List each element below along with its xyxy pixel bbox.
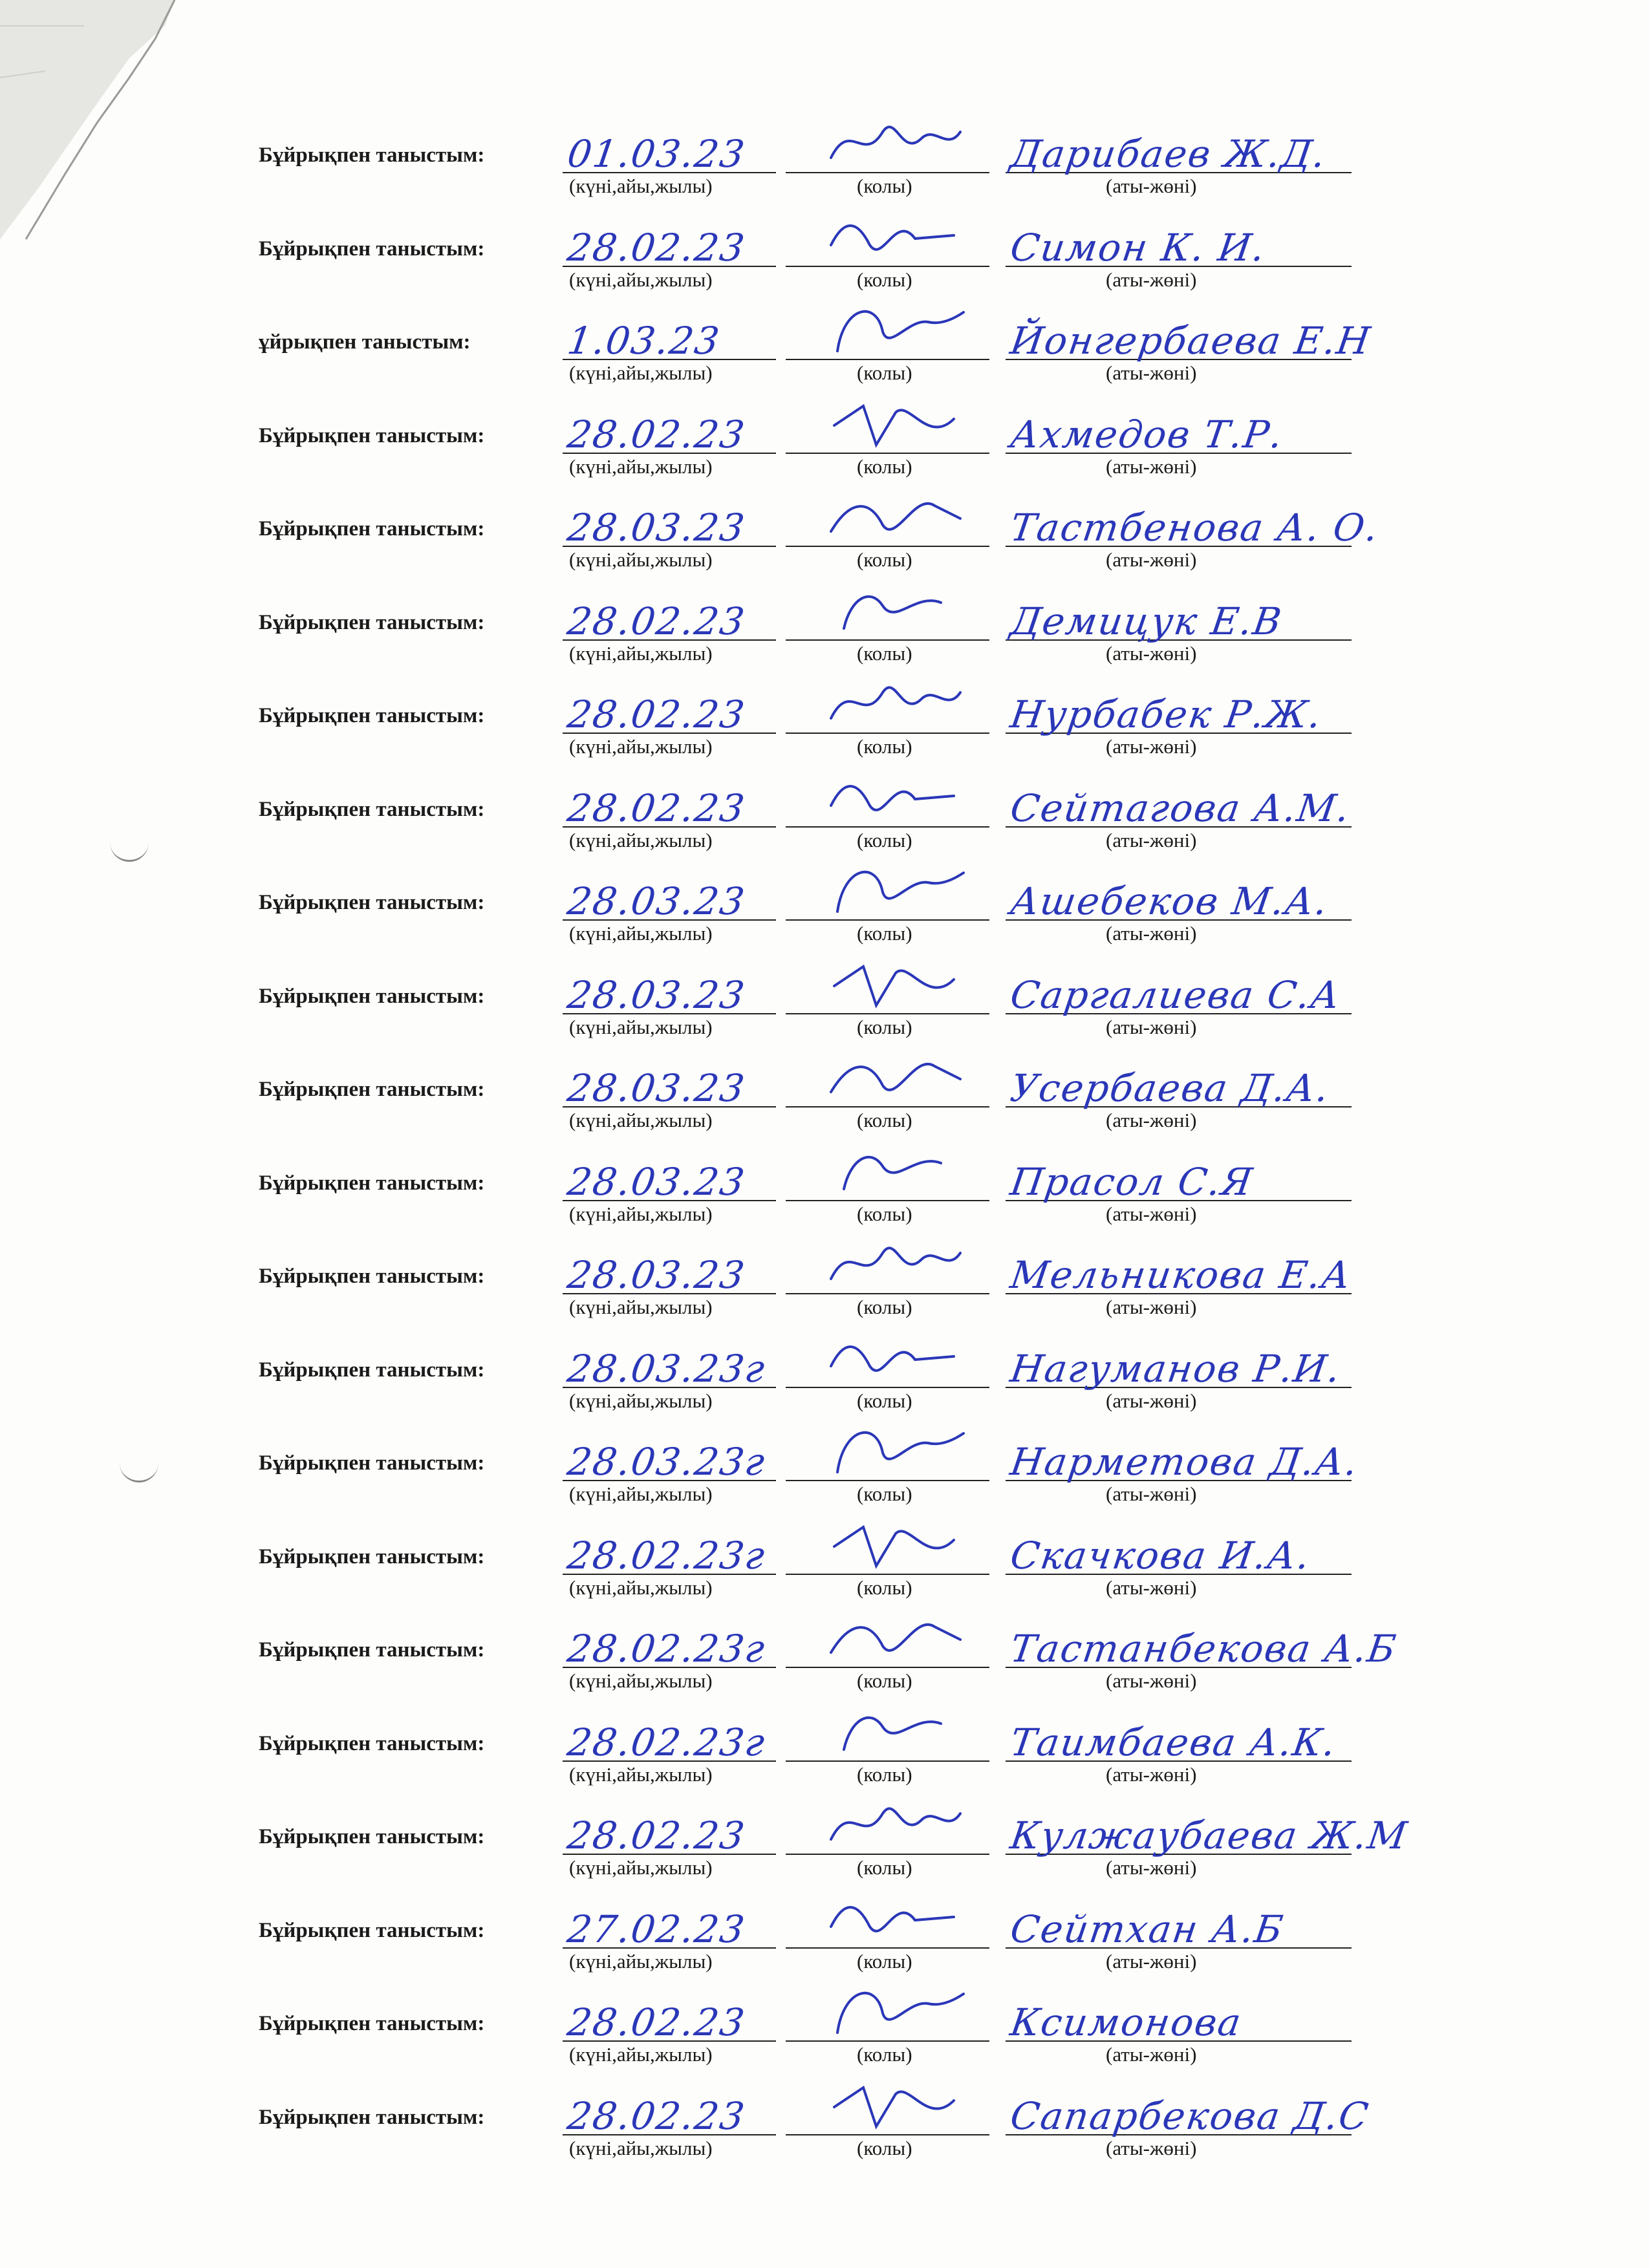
- name-field: [1006, 967, 1352, 1017]
- signature-field: [786, 125, 989, 173]
- handwritten-name: Нарметова Д.А.: [1008, 1440, 1362, 1484]
- handwritten-date: 28.03.23: [565, 1159, 749, 1204]
- date-caption: (күні,айы,жылы): [569, 1482, 713, 1505]
- signature-field: [786, 312, 989, 360]
- signature-field: [786, 1620, 989, 1668]
- signature-field: [786, 499, 989, 547]
- acknowledgement-label: Бұйрықпен таныстым:: [259, 704, 485, 727]
- signature-field: [786, 219, 989, 267]
- signature-caption: (колы): [857, 1856, 912, 1879]
- acknowledgement-label: Бұйрықпен таныстым:: [259, 2012, 485, 2035]
- signature-scribble: [824, 1227, 967, 1298]
- acknowledgement-label: Бұйрықпен таныстым:: [259, 1825, 485, 1848]
- handwritten-date: 28.02.23: [565, 786, 749, 830]
- acknowledgement-label: Бұйрықпен таныстым:: [259, 1638, 485, 1662]
- handwritten-name: Усербаева Д.А.: [1008, 1066, 1333, 1110]
- signature-scribble: [824, 1974, 967, 2046]
- signature-scribble: [824, 1508, 967, 1579]
- handwritten-date: 28.02.23: [565, 2093, 749, 2138]
- date-caption: (күні,айы,жылы): [569, 641, 713, 665]
- name-caption: (аты-жөні): [1106, 922, 1197, 945]
- name-caption: (аты-жөні): [1106, 1389, 1197, 1412]
- signature-scribble: [824, 1321, 967, 1392]
- signature-caption: (колы): [857, 922, 912, 945]
- signature-caption: (колы): [857, 175, 912, 197]
- signature-caption: (колы): [857, 2136, 912, 2159]
- date-field: [563, 2088, 776, 2138]
- acknowledgement-label: Бұйрықпен таныстым:: [259, 984, 485, 1008]
- signature-caption: (колы): [857, 361, 912, 384]
- signature-scribble: [824, 480, 967, 551]
- name-caption: (аты-жөні): [1106, 361, 1197, 384]
- date-caption: (күні,айы,жылы): [569, 1576, 713, 1599]
- acknowledgement-row: [259, 1305, 1487, 1412]
- signature-field: [786, 593, 989, 641]
- name-field: [1006, 1246, 1355, 1297]
- name-field: [1006, 780, 1352, 828]
- handwritten-date: 28.03.23: [565, 972, 749, 1017]
- name-field: [1006, 1060, 1352, 1110]
- date-field: [563, 1807, 776, 1855]
- name-field: [1006, 125, 1352, 176]
- signature-field: [786, 2088, 989, 2135]
- signature-scribble: [824, 1040, 967, 1111]
- acknowledgement-label: Бұйрықпен таныстым:: [259, 517, 485, 540]
- handwritten-name: Ксимонова: [1008, 2000, 1245, 2044]
- signature-scribble: [824, 387, 967, 458]
- signature-scribble: [824, 853, 967, 925]
- acknowledgement-label: Бұйрықпен таныстым:: [259, 1731, 485, 1755]
- signature-caption: (колы): [857, 1669, 912, 1692]
- acknowledgement-row: [259, 1025, 1487, 1131]
- signature-field: [786, 1994, 989, 2042]
- acknowledgement-row: [259, 91, 1487, 197]
- name-caption: (аты-жөні): [1106, 268, 1197, 291]
- date-field: [563, 1340, 776, 1391]
- signature-scribble: [824, 1695, 967, 1766]
- signature-scribble: [824, 1601, 967, 1672]
- acknowledgement-label: Бұйрықпен таныстым:: [259, 610, 485, 634]
- handwritten-name: Саргалиева С.А: [1008, 972, 1344, 1017]
- signature-field: [786, 1060, 989, 1107]
- name-field: [1006, 1620, 1400, 1671]
- acknowledgement-label: ұйрықпен таныстым:: [259, 330, 471, 354]
- name-caption: (аты-жөні): [1106, 2043, 1197, 2066]
- acknowledgement-row: [259, 838, 1487, 945]
- signature-field: [786, 873, 989, 921]
- handwritten-date: 28.02.23: [565, 1813, 749, 1857]
- signature-caption: (колы): [857, 1296, 912, 1318]
- name-field: [1006, 219, 1352, 270]
- signature-caption: (колы): [857, 1949, 912, 1973]
- name-caption: (аты-жөні): [1106, 548, 1197, 571]
- signature-scribble: [824, 573, 967, 645]
- signature-scribble: [824, 760, 967, 831]
- acknowledgement-label: Бұйрықпен таныстым:: [259, 423, 485, 447]
- acknowledgement-row: [259, 2053, 1487, 2159]
- date-caption: (күні,айы,жылы): [569, 1202, 713, 1225]
- handwritten-name: Ахмедов Т.Р.: [1008, 412, 1287, 456]
- date-caption: (күні,айы,жылы): [569, 922, 713, 945]
- date-field: [563, 1060, 776, 1110]
- acknowledgement-label: Бұйрықпен таныстым:: [259, 237, 485, 261]
- date-caption: (күні,айы,жылы): [569, 1762, 713, 1786]
- handwritten-name: Сапарбекова Д.С: [1008, 2093, 1372, 2138]
- date-field: [563, 499, 776, 550]
- date-caption: (күні,айы,жылы): [569, 828, 713, 851]
- signature-caption: (колы): [857, 1109, 912, 1131]
- acknowledgement-row: [259, 745, 1487, 851]
- name-field: [1006, 1433, 1362, 1484]
- handwritten-name: Демицук Е.В: [1008, 599, 1286, 643]
- date-caption: (күні,айы,жылы): [569, 1296, 713, 1318]
- handwritten-date: 28.02.23: [565, 412, 749, 456]
- handwritten-date: 1.03.23: [565, 319, 724, 363]
- handwritten-date: 28.03.23: [565, 1253, 749, 1297]
- signature-scribble: [824, 667, 967, 738]
- date-caption: (күні,айы,жылы): [569, 735, 713, 758]
- name-field: [1006, 1994, 1352, 2042]
- date-caption: (күні,айы,жылы): [569, 1856, 713, 1879]
- date-field: [563, 1714, 776, 1762]
- name-field: [1006, 312, 1374, 363]
- acknowledgement-list: [259, 91, 1487, 2159]
- signature-caption: (колы): [857, 1389, 912, 1412]
- signature-caption: (колы): [857, 1015, 912, 1038]
- acknowledgement-row: [259, 932, 1487, 1038]
- name-caption: (аты-жөні): [1106, 455, 1197, 478]
- signature-scribble: [824, 293, 967, 364]
- handwritten-name: Мельникова Е.А: [1008, 1253, 1355, 1297]
- date-field: [563, 1527, 776, 1578]
- name-field: [1006, 1714, 1352, 1762]
- signature-scribble: [824, 1788, 967, 1859]
- handwritten-date: 28.02.23: [565, 599, 749, 643]
- acknowledgement-label: Бұйрықпен таныстым:: [259, 1918, 485, 1942]
- date-field: [563, 406, 776, 454]
- date-caption: (күні,айы,жылы): [569, 268, 713, 291]
- acknowledgement-label: Бұйрықпен таныстым:: [259, 1545, 485, 1568]
- acknowledgement-row: [259, 1585, 1487, 1692]
- handwritten-name: Симон К. И.: [1008, 225, 1269, 270]
- name-caption: (аты-жөні): [1106, 735, 1197, 758]
- handwritten-date: 28.02.23: [565, 225, 749, 270]
- signature-caption: (колы): [857, 828, 912, 851]
- name-field: [1006, 686, 1352, 734]
- name-field: [1006, 1153, 1352, 1204]
- signature-field: [786, 686, 989, 734]
- date-field: [563, 1620, 776, 1671]
- handwritten-name: Нурбабек Р.Ж.: [1008, 692, 1325, 736]
- date-caption: (күні,айы,жылы): [569, 1015, 713, 1038]
- handwritten-date: 28.02.23г: [565, 1627, 769, 1671]
- name-caption: (аты-жөні): [1106, 1109, 1197, 1131]
- name-caption: (аты-жөні): [1106, 2136, 1197, 2159]
- handwritten-name: Тастанбекова А.Б: [1008, 1627, 1400, 1671]
- handwritten-name: Ашебеков М.А.: [1008, 879, 1331, 923]
- date-field: [563, 1994, 776, 2042]
- handwritten-name: Нагуманов Р.И.: [1008, 1346, 1344, 1391]
- name-field: [1006, 1807, 1411, 1857]
- name-caption: (аты-жөні): [1106, 175, 1197, 197]
- handwritten-date: 28.03.23: [565, 506, 749, 550]
- acknowledgement-label: Бұйрықпен таныстым:: [259, 891, 485, 914]
- name-caption: (аты-жөні): [1106, 641, 1197, 665]
- acknowledgement-label: Бұйрықпен таныстым:: [259, 1451, 485, 1475]
- signature-field: [786, 1153, 989, 1201]
- acknowledgement-label: Бұйрықпен таныстым:: [259, 1171, 485, 1195]
- name-field: [1006, 873, 1352, 921]
- signature-field: [786, 967, 989, 1014]
- signature-field: [786, 406, 989, 454]
- handwritten-date: 28.03.23: [565, 1066, 749, 1110]
- date-field: [563, 1901, 776, 1949]
- date-field: [563, 125, 776, 176]
- date-caption: (күні,айы,жылы): [569, 1949, 713, 1973]
- signature-caption: (колы): [857, 641, 912, 665]
- date-caption: (күні,айы,жылы): [569, 175, 713, 197]
- handwritten-name: Йонгербаева Е.Н: [1008, 319, 1374, 363]
- name-field: [1006, 593, 1352, 641]
- name-field: [1006, 1340, 1352, 1391]
- date-field: [563, 1433, 776, 1484]
- acknowledgement-row: [259, 184, 1487, 291]
- acknowledgement-row: [259, 1492, 1487, 1599]
- acknowledgement-row: [259, 277, 1487, 384]
- acknowledgement-row: [259, 1398, 1487, 1505]
- name-caption: (аты-жөні): [1106, 1669, 1197, 1692]
- handwritten-date: 28.03.23: [565, 879, 749, 923]
- signature-scribble: [824, 1134, 967, 1205]
- punch-hole-mark: [120, 1455, 158, 1482]
- date-field: [563, 686, 776, 734]
- date-caption: (күні,айы,жылы): [569, 1669, 713, 1692]
- signature-field: [786, 1246, 989, 1294]
- signature-caption: (колы): [857, 1576, 912, 1599]
- name-caption: (аты-жөні): [1106, 828, 1197, 851]
- handwritten-name: Прасол С.Я: [1008, 1159, 1256, 1204]
- handwritten-date: 28.03.23г: [565, 1346, 769, 1391]
- name-caption: (аты-жөні): [1106, 1482, 1197, 1505]
- name-field: [1006, 1901, 1352, 1949]
- handwritten-date: 28.02.23г: [565, 1720, 769, 1764]
- date-field: [563, 1153, 776, 1204]
- acknowledgement-row: [259, 1679, 1487, 1786]
- date-caption: (күні,айы,жылы): [569, 361, 713, 384]
- handwritten-name: Сейтагова А.М.: [1008, 786, 1353, 830]
- date-field: [563, 593, 776, 641]
- signature-caption: (колы): [857, 1482, 912, 1505]
- handwritten-name: Тастбенова А. О.: [1008, 506, 1382, 550]
- signature-caption: (колы): [857, 1762, 912, 1786]
- date-caption: (күні,айы,жылы): [569, 2136, 713, 2159]
- handwritten-name: Кулжаубаева Ж.М: [1008, 1813, 1411, 1857]
- name-caption: (аты-жөні): [1106, 1949, 1197, 1973]
- name-caption: (аты-жөні): [1106, 1856, 1197, 1879]
- signature-scribble: [824, 1414, 967, 1485]
- acknowledgement-label: Бұйрықпен таныстым:: [259, 144, 485, 167]
- signature-field: [786, 780, 989, 828]
- date-field: [563, 967, 776, 1017]
- acknowledgement-row: [259, 558, 1487, 665]
- date-field: [563, 312, 776, 363]
- signature-scribble: [824, 106, 967, 177]
- name-field: [1006, 406, 1352, 454]
- punch-hole-mark: [110, 834, 149, 862]
- name-caption: (аты-жөні): [1106, 1015, 1197, 1038]
- handwritten-date: 28.03.23г: [565, 1440, 769, 1484]
- acknowledgement-label: Бұйрықпен таныстым:: [259, 2105, 485, 2129]
- signature-scribble: [824, 947, 967, 1018]
- date-caption: (күні,айы,жылы): [569, 1389, 713, 1412]
- name-caption: (аты-жөні): [1106, 1762, 1197, 1786]
- name-field: [1006, 2088, 1372, 2138]
- date-field: [563, 780, 776, 828]
- signature-scribble: [824, 200, 967, 271]
- acknowledgement-label: Бұйрықпен таныстым:: [259, 1265, 485, 1288]
- signature-scribble: [824, 1881, 967, 1952]
- acknowledgement-label: Бұйрықпен таныстым:: [259, 797, 485, 821]
- signature-field: [786, 1340, 989, 1388]
- handwritten-name: Сейтхан А.Б: [1008, 1907, 1287, 1951]
- handwritten-name: Скачкова И.А.: [1008, 1533, 1314, 1578]
- signature-caption: (колы): [857, 735, 912, 758]
- name-field: [1006, 1527, 1352, 1578]
- name-field: [1006, 499, 1382, 550]
- acknowledgement-row: [259, 651, 1487, 758]
- signature-field: [786, 1901, 989, 1949]
- date-caption: (күні,айы,жылы): [569, 1109, 713, 1131]
- signature-field: [786, 1714, 989, 1762]
- acknowledgement-row: [259, 1866, 1487, 1973]
- acknowledgement-row: [259, 1772, 1487, 1879]
- signature-field: [786, 1433, 989, 1481]
- acknowledgement-label: Бұйрықпен таныстым:: [259, 1078, 485, 1101]
- acknowledgement-row: [259, 1118, 1487, 1225]
- name-caption: (аты-жөні): [1106, 1296, 1197, 1318]
- acknowledgement-label: Бұйрықпен таныстым:: [259, 1358, 485, 1382]
- handwritten-date: 28.02.23: [565, 692, 749, 736]
- signature-caption: (колы): [857, 1202, 912, 1225]
- signature-field: [786, 1807, 989, 1855]
- signature-field: [786, 1527, 989, 1575]
- handwritten-name: Таимбаева А.К.: [1008, 1720, 1340, 1764]
- acknowledgement-row: [259, 464, 1487, 571]
- handwritten-date: 01.03.23: [565, 132, 749, 176]
- date-field: [563, 1246, 776, 1297]
- date-field: [563, 873, 776, 921]
- signature-caption: (колы): [857, 268, 912, 291]
- acknowledgement-row: [259, 371, 1487, 478]
- handwritten-name: Дарибаев Ж.Д.: [1008, 132, 1330, 176]
- handwritten-date: 28.02.23г: [565, 1533, 769, 1578]
- acknowledgement-row: [259, 1212, 1487, 1318]
- date-caption: (күні,айы,жылы): [569, 2043, 713, 2066]
- signature-caption: (колы): [857, 548, 912, 571]
- handwritten-date: 27.02.23: [565, 1907, 749, 1951]
- handwritten-date: 28.02.23: [565, 2000, 749, 2044]
- date-caption: (күні,айы,жылы): [569, 455, 713, 478]
- name-caption: (аты-жөні): [1106, 1202, 1197, 1225]
- signature-caption: (колы): [857, 2043, 912, 2066]
- date-caption: (күні,айы,жылы): [569, 548, 713, 571]
- date-field: [563, 219, 776, 270]
- acknowledgement-row: [259, 1959, 1487, 2066]
- signature-caption: (колы): [857, 455, 912, 478]
- signature-scribble: [824, 2068, 967, 2139]
- name-caption: (аты-жөні): [1106, 1576, 1197, 1599]
